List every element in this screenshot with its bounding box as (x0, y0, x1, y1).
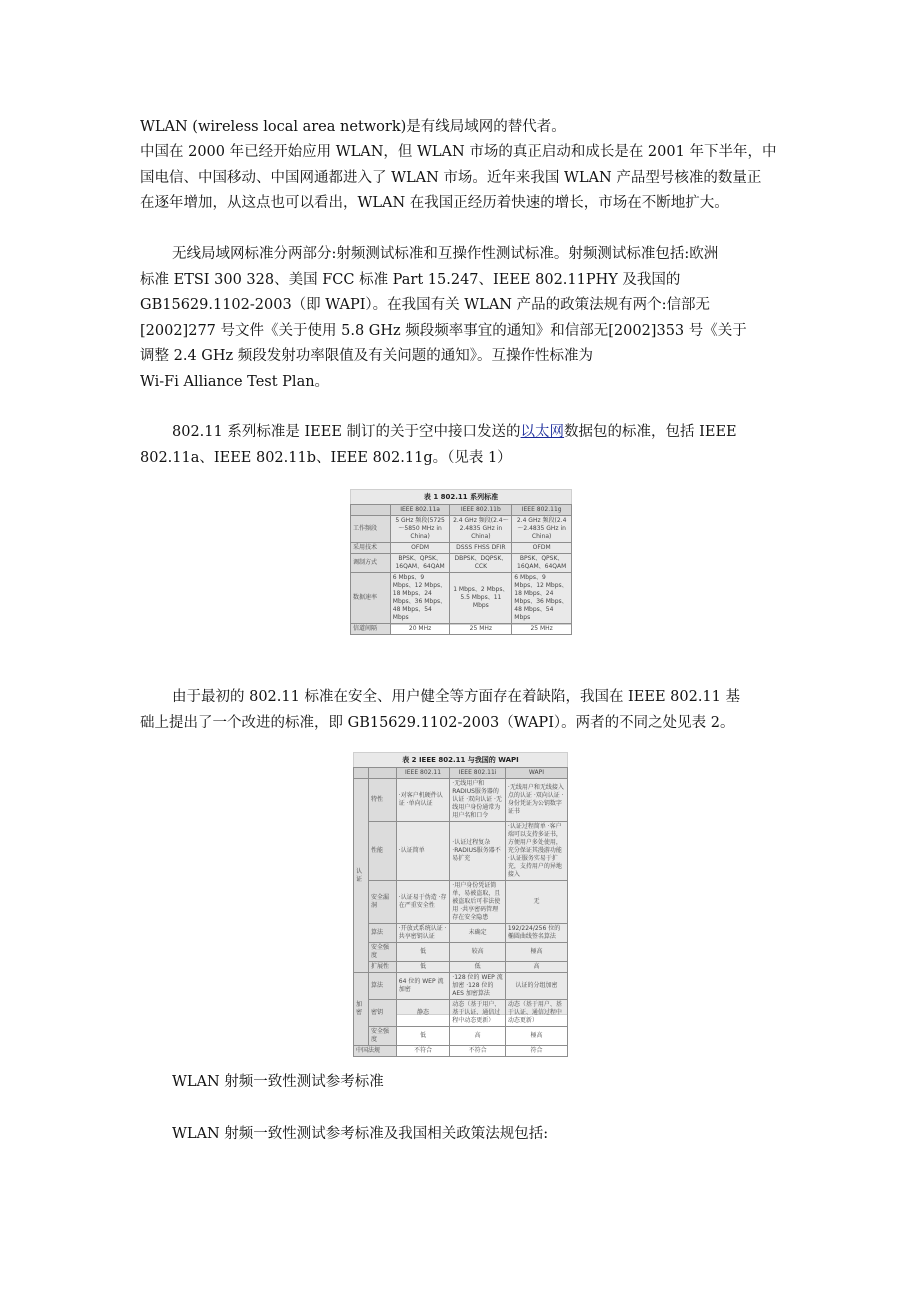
table2-cell: 中国法规 (354, 1046, 397, 1057)
table2-cell: 64 位的 WEP 流加密 (396, 973, 450, 1000)
table2-cell: ·认证易于伪造 ·存在严重安全性 (396, 881, 450, 924)
table-row (351, 624, 572, 635)
text-line: WLAN 射频一致性测试参考标准及我国相关政策法规包括: (172, 1126, 549, 1142)
text-line: 802.11a、IEEE 802.11b、IEEE 802.11g。（见表 1） (140, 449, 512, 466)
table-row (354, 1000, 568, 1027)
table2-cell: 算法 (368, 924, 396, 943)
table1-cell: 数据速率 (351, 573, 391, 624)
table2-cell: 扩展性 (368, 962, 396, 973)
table2-cell: 性能 (368, 822, 396, 881)
text-line: WLAN 射频一致性测试参考标准 (172, 1074, 384, 1090)
table1-title: 表 1 802.11 系列标准 (423, 493, 499, 501)
table2-cell: 动态（基于用户、基于认证、通信过程中动态更新） (505, 1000, 567, 1027)
table1-cell: 6 Mbps、9 Mbps、12 Mbps、18 Mbps、24 Mbps、36 Mbps、48 Mbps、54 Mbps (512, 573, 572, 624)
table-row (354, 924, 568, 943)
table1-cell: 采用技术 (351, 543, 391, 554)
table1-header: IEEE 802.11g (512, 505, 572, 516)
paragraph-rf-standard-heading (140, 1070, 780, 1096)
table1-cell: DSSS FHSS DFIR (450, 543, 512, 554)
table1-cell: OFDM (512, 543, 572, 554)
table-row (354, 822, 568, 881)
table2-header (354, 768, 369, 779)
paragraph-wapi-intro (140, 685, 780, 736)
table1-cell: 25 MHz (450, 624, 512, 635)
table1-header: IEEE 802.11b (450, 505, 512, 516)
table1-cell: 5 GHz 频段(5725～5850 MHz in China) (390, 516, 450, 543)
table2-header: IEEE 802.11 (396, 768, 450, 779)
table1 (350, 504, 572, 635)
table-row (351, 543, 572, 554)
table2-cell: 不符合 (450, 1046, 506, 1057)
table2-image (353, 752, 568, 1054)
table2-cell: 低 (396, 943, 450, 962)
table1-header (351, 505, 391, 516)
text-line: [2002]277 号文件《关于使用 5.8 GHz 频段频率事宜的通知》和信部无[2002]353 号《关于 (140, 322, 747, 339)
table2-cell: ·无线用户和无线接入点的认证 ·双向认证 ·身份凭证为公钥数字证书 (505, 779, 567, 822)
table1-cell: 1 Mbps、2 Mbps、5.5 Mbps、11 Mbps (450, 573, 512, 624)
table1-cell: DBPSK、DQPSK、CCK (450, 554, 512, 573)
paragraph-china-market (140, 140, 780, 217)
table2-header: WAPI (505, 768, 567, 779)
table2-cell: 極高 (505, 943, 567, 962)
table-row (351, 573, 572, 624)
table1-cell: 2.4 GHz 频段(2.4～2.4835 GHz in China) (512, 516, 572, 543)
table2-cell: ·认证过程简单 ·客户端可以支持多证书，方便用户多处使用，充分保证其漫游功能 ·认证服务实易于扩充，支持用户的异地接入 (505, 822, 567, 881)
table2-cell: 动态（基于用户、基于认证、通信过程中动态更新） (450, 1000, 506, 1027)
table2-header: IEEE 802.11i (450, 768, 506, 779)
table-row (351, 554, 572, 573)
text-line: 中国在 2000 年已经开始应用 WLAN，但 WLAN 市场的真正启动和成长是在 2001 年下半年，中 (140, 144, 777, 160)
table1-cell: OFDM (390, 543, 450, 554)
table2-cell: 極高 (505, 1027, 567, 1046)
text-segment: 802.11 系列标准是 IEEE 制订的关于空中接口发送的 (172, 424, 521, 440)
text-line: 无线局域网标准分两部分:射频测试标准和互操作性测试标准。射频测试标准包括:欧洲 (172, 246, 719, 262)
table1-image (350, 489, 572, 632)
table2-cell: ·无线用户和RADIUS服务器的认证 ·双向认证 ·无线用户身份通常为用户名和口令 (450, 779, 506, 822)
table2-cell: 符合 (505, 1046, 567, 1057)
text-line: GB15629.1102-2003（即 WAPI）。在我国有关 WLAN 产品的政策法规有两个:信部无 (140, 297, 710, 313)
ethernet-link[interactable]: 以太网 (520, 424, 565, 440)
table2-cell: 高 (450, 1027, 506, 1046)
table2-group-label: 认证 (354, 779, 369, 973)
table2-header (368, 768, 396, 779)
table-row (354, 962, 568, 973)
table1-cell: 25 MHz (512, 624, 572, 635)
text-line: 国电信、中国移动、中国网通都进入了 WLAN 市场。近年来我国 WLAN 产品型号核准的数量正 (140, 169, 762, 186)
table2-cell: 低 (396, 1027, 450, 1046)
table1-header: IEEE 802.11a (390, 505, 450, 516)
paragraph-rf-standard-list-intro (140, 1122, 780, 1148)
table2-cell: 安全漏洞 (368, 881, 396, 924)
table2 (353, 767, 568, 1057)
table2-cell: 安全强度 (368, 943, 396, 962)
table2-cell: 较高 (450, 943, 506, 962)
table2-cell: 192/224/256 位的椭圆曲线签名算法 (505, 924, 567, 943)
table2-cell: 密钥 (368, 1000, 396, 1027)
text-line: 由于最初的 802.11 标准在安全、用户健全等方面存在着缺陷，我国在 IEEE 802.11 基 (172, 689, 740, 705)
table2-title: 表 2 IEEE 802.11 与我国的 WAPI (402, 756, 519, 764)
table1-cell: 信道间隔 (351, 624, 391, 635)
table-row (354, 1027, 568, 1046)
table-row (354, 779, 568, 822)
table1-cell: 2.4 GHz 频段(2.4～2.4835 GHz in China) (450, 516, 512, 543)
table2-cell: ·开放式系统认证 ·共享密钥认证 (396, 924, 450, 943)
table1-cell: 工作频段 (351, 516, 391, 543)
table2-cell: 低 (450, 962, 506, 973)
table2-cell: ·认证简单 (396, 822, 450, 881)
table2-cell: ·对客户机硬件认证 ·单向认证 (396, 779, 450, 822)
table2-cell: 特性 (368, 779, 396, 822)
table2-group-label: 加密 (354, 973, 369, 1046)
table-row (354, 881, 568, 924)
table2-cell: ·用户身份凭证简单，易被盗取，且被盗取后可非法使用 ·共享密码管理存在安全隐患 (450, 881, 506, 924)
paragraph-80211-series (140, 420, 780, 471)
table2-cell: 认证的分组加密 (505, 973, 567, 1000)
paragraph-wlan-intro (140, 115, 780, 141)
text-segment: 数据包的标准，包括 IEEE (564, 424, 737, 440)
table-row (354, 1046, 568, 1057)
text-line: 调整 2.4 GHz 频段发射功率限值及有关问题的通知》。互操作性标准为 (140, 348, 594, 364)
text-line: Wi-Fi Alliance Test Plan。 (140, 373, 330, 390)
table2-cell: 高 (505, 962, 567, 973)
table1-cell: BPSK、QPSK、16QAM、64QAM (512, 554, 572, 573)
table1-cell: 20 MHz (390, 624, 450, 635)
table-row (351, 516, 572, 543)
table2-cell: 算法 (368, 973, 396, 1000)
text-line (140, 420, 780, 446)
table2-cell: ·128 位的 WEP 流加密 ·128 位的 AES 加密算法 (450, 973, 506, 1000)
table2-cell: ·认证过程复杂 ·RADIUS服务器不易扩充 (450, 822, 506, 881)
text-line: 础上提出了一个改进的标准，即 GB15629.1102-2003（WAPI）。两者的不同之处见表 2。 (140, 714, 735, 731)
paragraph-standards (140, 242, 780, 395)
table2-cell: 安全强度 (368, 1027, 396, 1046)
text-line: 在逐年增加，从这点也可以看出，WLAN 在我国正经历着快速的增长，市场在不断地扩大。 (140, 195, 729, 211)
table2-cell: 无 (505, 881, 567, 924)
table2-cell: 低 (396, 962, 450, 973)
table1-cell: 调制方式 (351, 554, 391, 573)
table2-cell: 未确定 (450, 924, 506, 943)
text-line: WLAN (wireless local area network)是有线局域网的替代者。 (140, 119, 566, 135)
text-line: 标准 ETSI 300 328、美国 FCC 标准 Part 15.247、IEEE 802.11PHY 及我国的 (140, 271, 681, 288)
table-row (354, 943, 568, 962)
table2-cell: 静态 (396, 1000, 450, 1027)
table-row (354, 973, 568, 1000)
table1-cell: BPSK、QPSK、16QAM、64QAM (390, 554, 450, 573)
table1-cell: 6 Mbps、9 Mbps、12 Mbps、18 Mbps、24 Mbps、36 Mbps、48 Mbps、54 Mbps (390, 573, 450, 624)
table2-cell: 不符合 (396, 1046, 450, 1057)
